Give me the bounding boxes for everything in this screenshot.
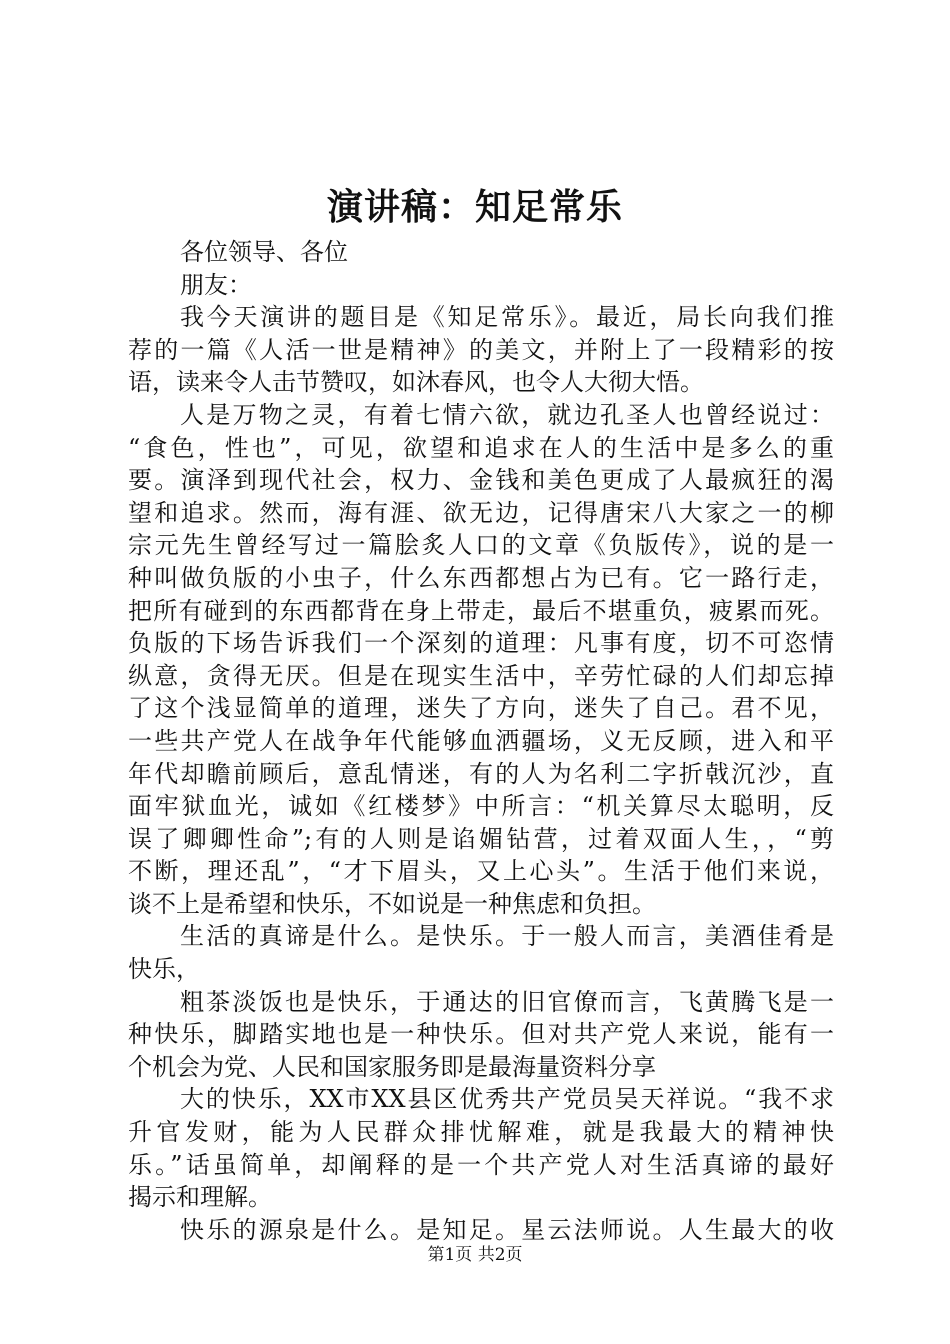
text-line: 朋友： xyxy=(180,270,252,299)
text-line: 我今天演讲的题目是《知足常乐》。最近，局长向我们推 xyxy=(180,303,834,332)
text-line: 生活的真谛是什么。是快乐。于一般人而言，美酒佳肴是 xyxy=(180,922,834,951)
document-body xyxy=(128,236,834,1246)
text-line: 年代却瞻前顾后，意乱情迷，有的人为名利二字折戟沉沙，直 xyxy=(128,759,834,788)
page-title: 演讲稿：知足常乐 xyxy=(326,186,623,228)
text-line: 要。演泽到现代社会，权力、金钱和美色更成了人最疯狂的渴 xyxy=(128,466,834,495)
text-line: 揭示和理解。 xyxy=(128,1183,272,1212)
text-line: 了这个浅显简单的道理，迷失了方向，迷失了自己。君不见， xyxy=(128,694,834,723)
text-line: 升官发财，能为人民群众排忧解难，就是我最大的精神快 xyxy=(128,1118,834,1147)
text-line: 乐。”话虽简单，却阐释的是一个共产党人对生活真谛的最好 xyxy=(128,1150,834,1179)
text-line: 种叫做负版的小虫子，什么东西都想占为已有。它一路行走， xyxy=(128,563,834,592)
text-line: 快乐的源泉是什么。是知足。星云法师说。人生最大的收 xyxy=(180,1215,834,1244)
text-line: 一些共产党人在战争年代能够血洒疆场，义无反顾，进入和平 xyxy=(128,726,834,755)
text-line: 误了卿卿性命”;有的人则是谄媚钻营，过着双面人生，，“剪 xyxy=(128,824,834,853)
page-footer: 第1页 共2页 xyxy=(427,1245,523,1265)
text-line: 大的快乐，XX市XX县区优秀共产党员吴天祥说。“我不求 xyxy=(180,1085,834,1114)
text-line: 谈不上是希望和快乐，不如说是一种焦虑和负担。 xyxy=(128,889,656,918)
text-line: 人是万物之灵，有着七情六欲，就边孔圣人也曾经说过： xyxy=(180,400,834,429)
text-line: 粗茶淡饭也是快乐，于通达的旧官僚而言，飞黄腾飞是一 xyxy=(180,987,834,1016)
text-line: 宗元先生曾经写过一篇脍炙人口的文章《负版传》，说的是一 xyxy=(128,531,834,560)
text-line: 面牢狱血光，诚如《红楼梦》中所言：“机关算尽太聪明，反 xyxy=(128,792,834,821)
text-line: 快乐， xyxy=(128,955,200,984)
text-line: 种快乐，脚踏实地也是一种快乐。但对共产党人来说，能有一 xyxy=(128,1020,834,1049)
text-line: 负版的下场告诉我们一个深刻的道理：凡事有度，切不可恣情 xyxy=(128,629,834,658)
text-line: 把所有碰到的东西都背在身上带走，最后不堪重负，疲累而死。 xyxy=(128,596,834,625)
text-line: 望和追求。然而，海有涯、欲无边，记得唐宋八大家之一的柳 xyxy=(128,498,834,527)
text-line: “食色，性也”，可见，欲望和追求在人的生活中是多么的重 xyxy=(128,433,834,462)
text-line: 不断，理还乱”，“才下眉头，又上心头”。生活于他们来说， xyxy=(128,857,834,886)
text-line: 荐的一篇《人活一世是精神》的美文，并附上了一段精彩的按 xyxy=(128,335,834,364)
text-line: 纵意，贪得无厌。但是在现实生活中，辛劳忙碌的人们却忘掉 xyxy=(128,661,834,690)
text-line: 各位领导、各位 xyxy=(180,238,348,266)
text-line: 语，读来令人击节赞叹，如沐春风，也令人大彻大悟。 xyxy=(128,368,704,397)
text-line: 个机会为党、人民和国家服务即是最海量资料分享 xyxy=(128,1052,656,1081)
